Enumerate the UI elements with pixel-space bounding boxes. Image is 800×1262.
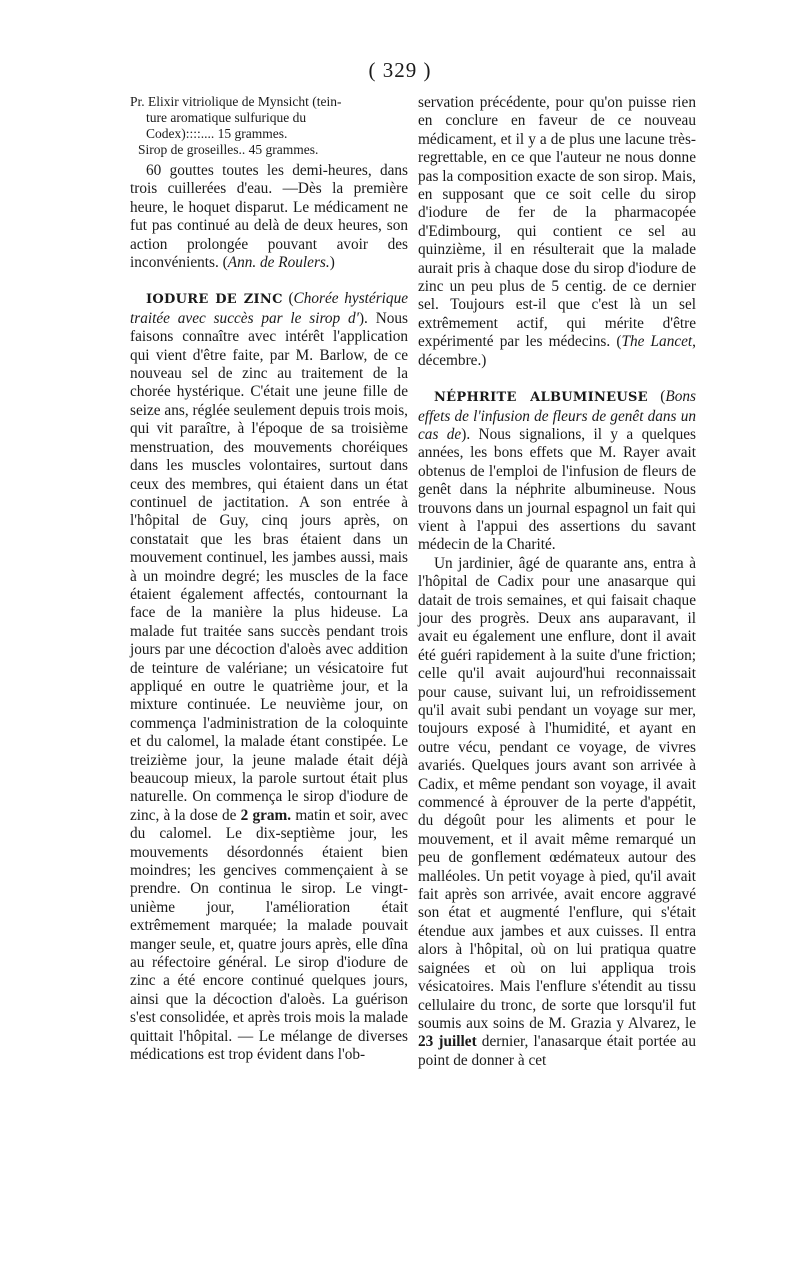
formula-line: Codex)::::.... 15 grammes. [146,126,288,141]
source-citation: The Lancet [621,333,693,351]
section-subtitle: Bons effets de l'infusion de fleurs de genêt dans un cas de [418,388,697,443]
section-heading: NÉPHRITE ALBUMINEUSE [434,390,648,406]
formula-line: Pr. Elixir vitriolique de Mynsicht (tein- [130,94,342,109]
paragraph: Un jardinier, âgé de quarante ans, entra à l'hôpital de Cadix pour une anasarque qui datait de trois semaines, et qui faisait chaque jour des progrès. Deux ans auparavant, il avait eu également une enflure, dont il avait été guéri rapidement à la suite d'une friction; celle qu'il avait aujourd'hui reconnaissait pour cause, suivant lui, un refroidissement qu'il avait subi pendant un voyage sur mer, toujours exposé à l'humidité, et ayant en outre vécu, pendant ce voyage, de vivres avariés. Quelques jours avant son arrivée à Cadix, et même pendant son voyage, il avait commencé à éprouver de la perte d'appétit, du dégoût pour les aliments et pour le mouvement, et il avait même remarqué un peu de gonflement œdémateux autour des malléoles. Un petit voyage à pied, qu'il avait fait après son arrivée, avait encore aggravé son état et augmenté l'enflure, qui s'était étendue aux jambes et aux cuisses. Il entra alors à l'hôpital, où on lui pratiqua quatre saignées et où on lui appliqua trois vésicatoires. Mais l'enflure s'étendit au tissu cellulaire du tronc, de sorte que lorsqu'il fut soumis aux soins de M. Grazia y Alvarez, le 23 juillet dernier, l'anasarque était portée au point de donner à cet [418,554,696,1069]
left-column [130,94,408,1065]
page-number: ( 329 ) [368,58,432,82]
date-value: 23 juillet [418,1033,477,1051]
formula-line: Sirop de groseilles.. 45 grammes. [138,142,319,157]
section-nephrite-albumineuse: NÉPHRITE ALBUMINEUSE (Bons effets de l'infusion de fleurs de genêt dans un cas de). Nous signalions, il y a quelques années, les bons effets que M. Rayer avait obtenus de l'emploi de l'infusion de fleurs de genêt dans la néphrite albumineuse. Nous trouvons dans un journal espagnol un fait qui vient à l'appui des assertions du savant médecin de la Charité. [418,388,697,554]
section-subtitle: Chorée hystérique traitée avec succès par le sirop d' [130,290,409,327]
paragraph: 60 gouttes toutes les demi-heures, dans trois cuillerées d'eau. —Dès la première heure, le hoquet disparut. Le médicament ne fut pas continué au delà de deux heures, son action prolongée pouvant avoir des inconvénients. (Ann. de Roulers.) [130,162,408,272]
right-column [418,94,696,1070]
section-heading: IODURE DE ZINC [146,292,283,308]
formula-line: ture aromatique sulfurique du [146,110,307,125]
dose-value: 2 gram. [240,806,292,824]
paragraph: servation précédente, pour qu'on puisse rien en conclure en faveur de ce nouveau médicament, et il y a de plus une lacune très-regrettable, en ce que l'auteur ne nous donne pas la composition exacte de son sirop. Mais, en supposant que ce soit celle du sirop d'iodure de fer de la pharmacopée d'Edimbourg, qui contient ce sel au quinzième, il en résulterait que la malade aurait pris à chaque dose du sirop d'iodure de zinc un peu plus de 5 centig. de ce dernier sel. Toujours est-il que c'est là un sel extrêmement actif, qui mérite d'être expérimenté par les médecins. (The Lancet, décembre.) [418,94,696,369]
source-citation: Ann. de Roulers. [227,254,330,272]
section-iodure-de-zinc: IODURE DE ZINC (Chorée hystérique traitée avec succès par le sirop d'). Nous faisons connaître avec intérêt l'application qui vient d'être faite, par M. Barlow, de ce nouveau sel de zinc au traitement de la chorée hystérique. C'était une jeune fille de seize ans, réglée seulement depuis trois mois, qui vit paraître, à l'époque de sa troisième menstruation, des mouvements choréiques dans les muscles volontaires, surtout dans ceux des membres, qui étaient dans un état continuel de jactitation. A son entrée à l'hôpital de Guy, cinq jours après, on constatait que les bras étaient dans un mouvement continuel, les jambes aussi, mais à un moindre degré; les muscles de la face étaient également affectés, contournant la face de la manière la plus hideuse. La malade fut traitée sans succès pendant trois jours par une décoction d'aloès avec addition de teinture de valériane; un vésicatoire fut appliqué en outre le quatrième jour, et la mixture continuée. Le neuvième jour, on commença l'administration de la coloquinte et du calomel, la malade étant constipée. Le treizième jour, la jeune malade était déjà beaucoup mieux, la parole surtout était plus naturelle. On commença le sirop d'iodure de zinc, à la dose de 2 gram. matin et soir, avec du calomel. Le dix-septième jour, les mouvements désordonnés étaient bien moindres; les gencives commençaient à se prendre. On continua le sirop. Le vingt-unième jour, l'amélioration était extrêmement marquée; la malade pouvait manger seule, et, quatre jours après, elle dîna au réfectoire général. Le sirop d'iodure de zinc a été encore continué quelques jours, ainsi que la décoction d'aloès. La guérison s'est consolidée, et après trois mois la malade quittait l'hôpital. — Le mélange de diverses médications est trop évident dans l'ob- [130,290,409,1064]
prescription-formula [130,94,408,158]
